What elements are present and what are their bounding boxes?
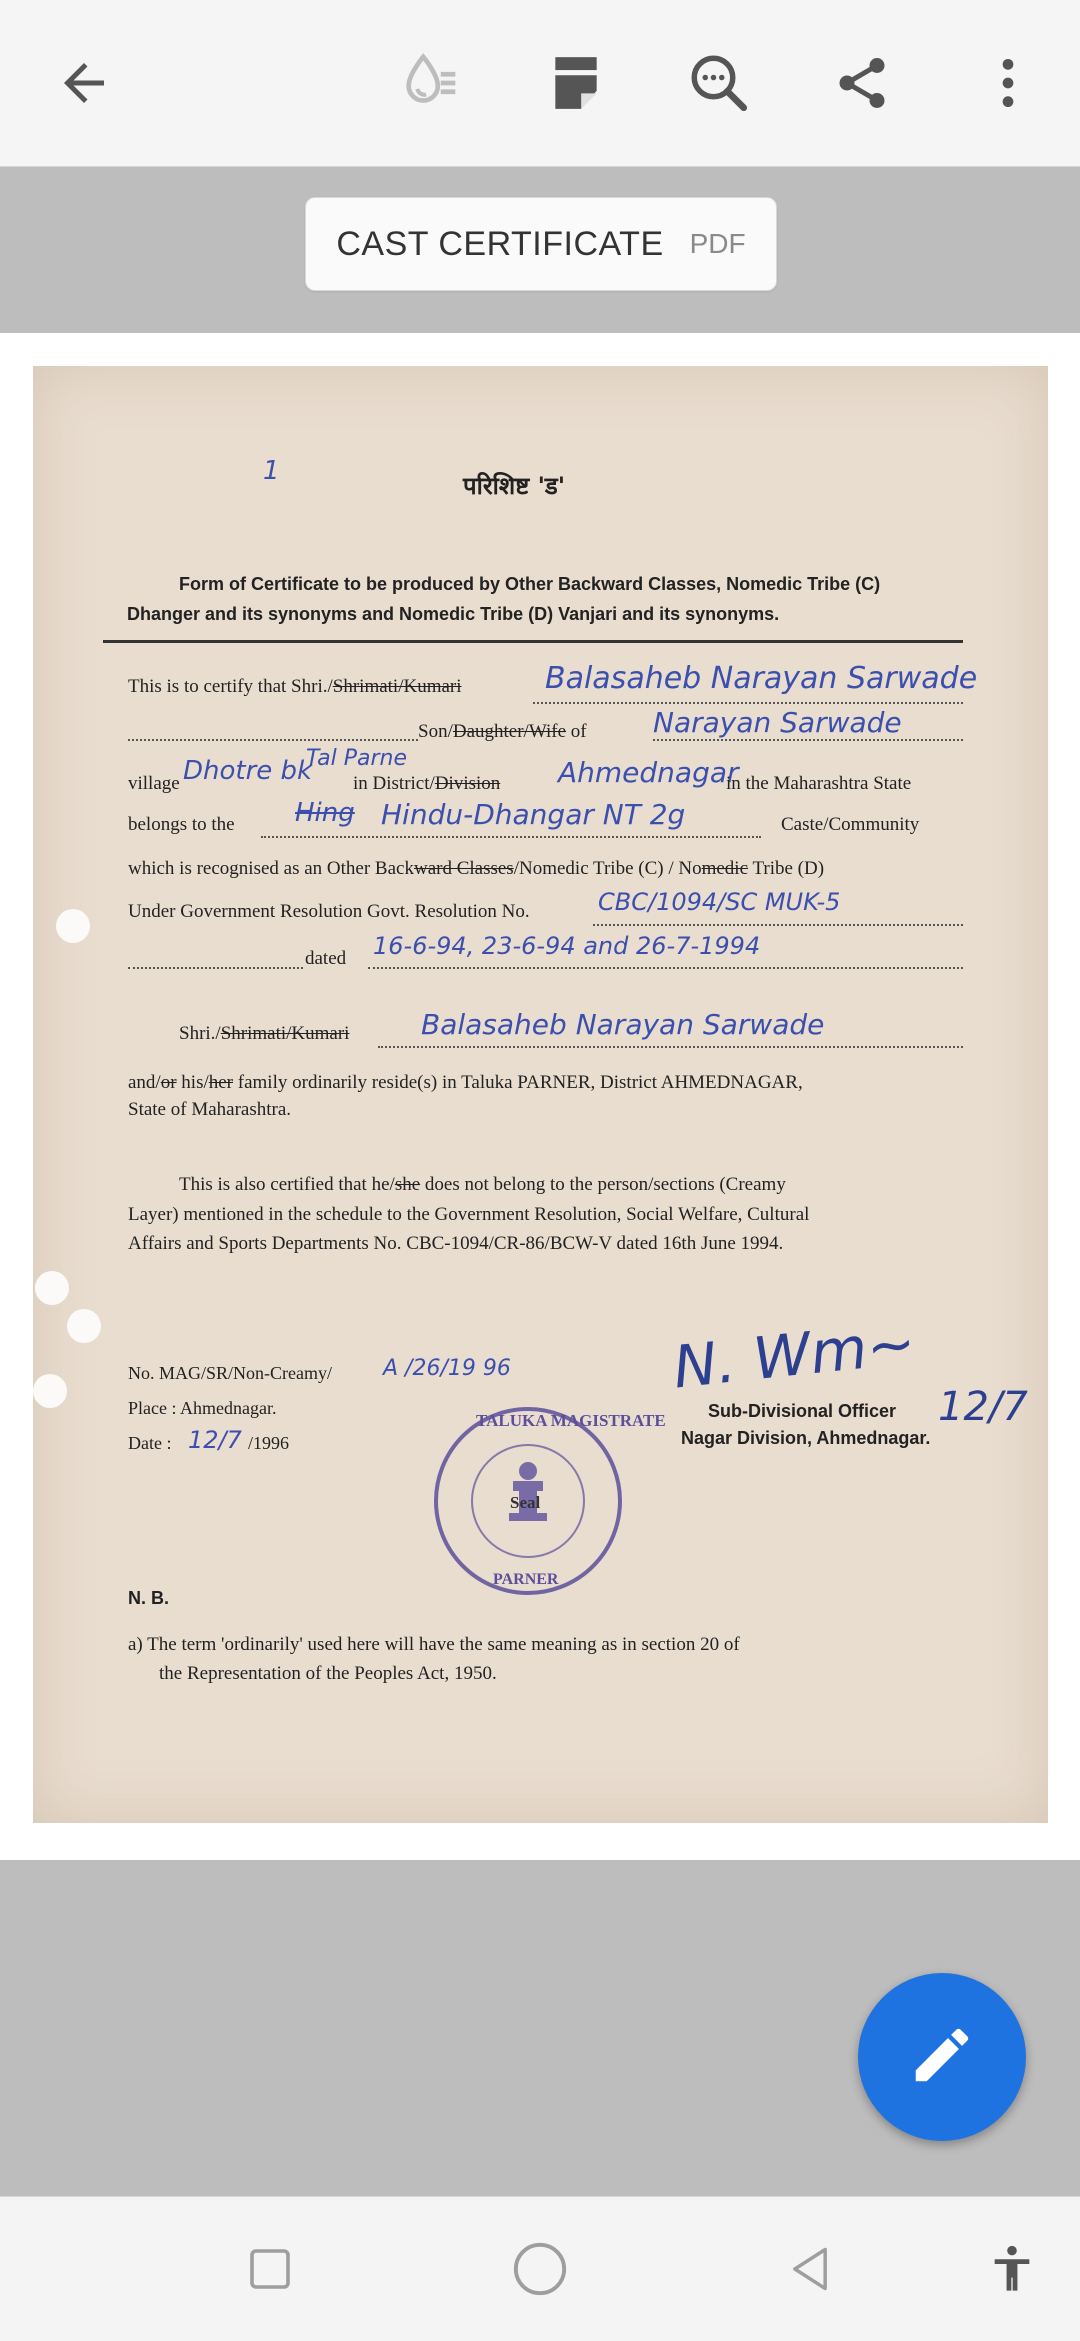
- form-title-line1: Form of Certificate to be produced by Other Backward Classes, Nomedic Tribe (C): [179, 574, 881, 594]
- resolution-handwritten: CBC/1094/SC MUK-5: [598, 888, 841, 916]
- search-icon[interactable]: [679, 43, 759, 123]
- back-triangle-icon[interactable]: [770, 2229, 850, 2309]
- date-handwritten: 12/7: [188, 1426, 242, 1454]
- page-mark: 1: [263, 456, 280, 486]
- recognised-line: which is recognised as an Other Backward Classes/Nomedic Tribe (C) / Nomedic Tribe (D): [128, 858, 825, 879]
- top-toolbar: [0, 0, 1080, 167]
- official-seal: [428, 1401, 666, 1601]
- accessibility-icon[interactable]: [972, 2229, 1052, 2309]
- seal-text-center: Seal: [510, 1493, 541, 1512]
- village-handwritten: Dhotre bk: [183, 756, 313, 786]
- caste-handwritten: Hindu-Dhangar NT 2g: [381, 798, 686, 831]
- belongs-label: belongs to the: [128, 814, 235, 835]
- reside-line: and/or his/her family ordinarily reside(s) in Taluka PARNER, District AHMEDNAGAR,: [128, 1072, 803, 1093]
- dotted-line: [128, 739, 418, 741]
- heading-marathi: परिशिष्ट 'ड': [463, 472, 566, 500]
- signature: N. Wm~: [670, 1308, 919, 1402]
- dates-handwritten: 16-6-94, 23-6-94 and 26-7-1994: [373, 932, 761, 960]
- creamy-line2: Layer) mentioned in the schedule to the Government Resolution, Social Welfare, Cultural: [128, 1204, 810, 1225]
- dotted-line: [378, 1046, 963, 1048]
- name-handwritten: Balasaheb Narayan Sarwade: [545, 661, 978, 696]
- dotted-line: [368, 967, 963, 969]
- certify-line1: This is to certify that Shri./Shrimati/Kumari: [128, 676, 462, 697]
- ink-drop-icon[interactable]: [392, 43, 472, 123]
- scanned-certificate: [33, 366, 1048, 1823]
- name-handwritten-2: Balasaheb Narayan Sarwade: [421, 1008, 825, 1041]
- certify-line2: Son/Daughter/Wife of: [418, 721, 587, 742]
- dotted-line: [593, 924, 963, 926]
- back-arrow-icon[interactable]: [44, 43, 124, 123]
- punch-hole: [35, 1271, 69, 1305]
- document-extension: PDF: [689, 228, 746, 259]
- officer-title: Sub-Divisional Officer: [708, 1401, 897, 1421]
- seal-text-top: TALUKA MAGISTRATE: [476, 1411, 666, 1430]
- seal-text-bottom: PARNER: [493, 1571, 559, 1588]
- state-line: State of Maharashtra.: [128, 1099, 292, 1120]
- share-icon[interactable]: [822, 43, 902, 123]
- punch-hole: [67, 1309, 101, 1343]
- recents-square-icon[interactable]: [230, 2229, 310, 2309]
- document-title-pill[interactable]: [305, 197, 777, 291]
- resolution-label: Under Government Resolution Govt. Resolution No.: [128, 901, 530, 922]
- dated-label: dated: [305, 948, 347, 969]
- more-vertical-icon[interactable]: [968, 43, 1048, 123]
- edit-fab-button[interactable]: [858, 1973, 1026, 2141]
- shri-label: Shri./Shrimati/Kumari: [179, 1023, 350, 1044]
- struck-handwritten: Hing: [295, 798, 355, 828]
- dotted-line: [128, 967, 303, 969]
- document-name: CAST CERTIFICATE: [336, 224, 664, 263]
- system-nav-bar: [0, 2196, 1080, 2341]
- father-name-handwritten: Narayan Sarwade: [653, 706, 902, 739]
- divider-rule: [103, 640, 963, 643]
- creamy-line1: This is also certified that he/she does not belong to the person/sections (Creamy: [179, 1174, 786, 1195]
- punch-hole: [56, 909, 90, 943]
- caste-community-label: Caste/Community: [781, 814, 920, 835]
- district-label: in District/Division: [353, 773, 501, 794]
- taluka-handwritten: Tal Parne: [306, 746, 407, 771]
- year-label: /1996: [248, 1433, 290, 1453]
- dotted-line: [533, 702, 963, 704]
- pencil-edit-icon: [907, 2020, 977, 2095]
- home-circle-icon[interactable]: [500, 2229, 580, 2309]
- officer-office: Nagar Division, Ahmednagar.: [681, 1428, 931, 1448]
- date-label: Date :: [128, 1433, 172, 1453]
- reference-no-handwritten: A /26/19 96: [383, 1356, 511, 1381]
- district-handwritten: Ahmednagar: [558, 756, 739, 789]
- state-label: in the Maharashtra State: [726, 773, 912, 794]
- dotted-line: [653, 739, 963, 741]
- place-label: Place : Ahmednagar.: [128, 1398, 277, 1418]
- village-label: village: [128, 773, 180, 794]
- form-title-line2: Dhanger and its synonyms and Nomedic Tribe (D) Vanjari and its synonyms.: [127, 604, 780, 624]
- reading-mode-icon[interactable]: [536, 43, 616, 123]
- dotted-line: [261, 836, 761, 838]
- reference-no-label: No. MAG/SR/Non-Creamy/: [128, 1363, 332, 1383]
- nb-label: N. B.: [128, 1588, 170, 1608]
- punch-hole: [33, 1374, 67, 1408]
- pdf-page[interactable]: [0, 333, 1080, 1860]
- nb-line2: the Representation of the Peoples Act, 1950.: [159, 1663, 497, 1684]
- creamy-line3: Affairs and Sports Departments No. CBC-1094/CR-86/BCW-V dated 16th June 1994.: [128, 1233, 784, 1254]
- nb-line1: a) The term 'ordinarily' used here will have the same meaning as in section 20 of: [128, 1634, 740, 1655]
- signature-date: 12/7: [938, 1384, 1028, 1430]
